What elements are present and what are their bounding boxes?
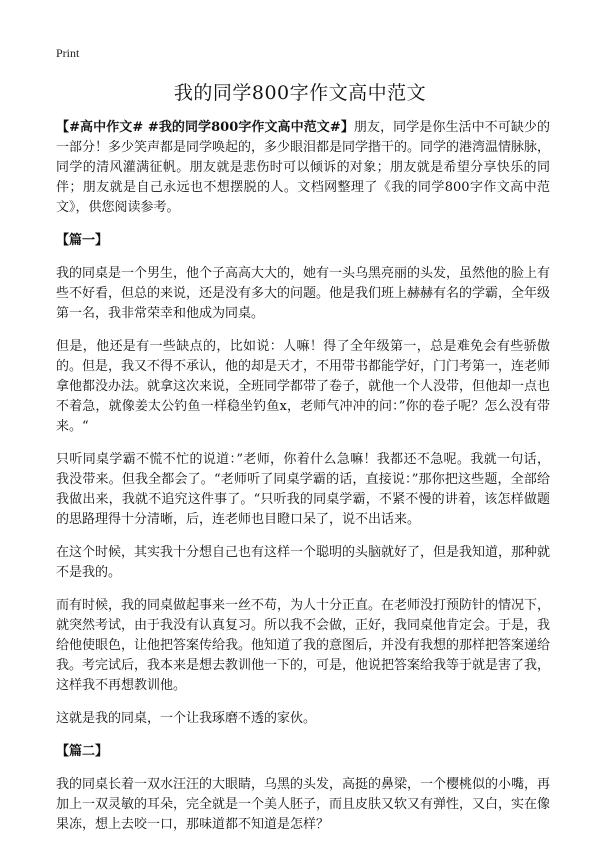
intro-paragraph bbox=[56, 118, 550, 218]
intro-text: 朋友，同学是你生活中不可缺少的一部分！多少笑声都是同学唤起的，多少眼泪都是同学揩干的。同学的港湾温情脉脉，同学的清风灌满征帆。朋友就是悲伤时可以倾诉的对象；朋友就是希望分享快乐的同伴；朋友就是自己永远也不想摆脱的人。文档网整理了《我的同学800字作文高中范文》，供您阅读参考。 bbox=[56, 120, 551, 215]
page-title: 我的同学800字作文高中范文 bbox=[173, 82, 427, 104]
paragraph: 但是，他还是有一些缺点的，比如说：人嘛！得了全年级第一，总是难免会有些骄傲的。但是，我又不得不承认，他的却是天才，不用带书都能学好，门门考第一，连老师拿他都没办法。就拿这次来说，全班同学都带了卷子，就他一个人没带，但他却一点也不着急，就像姜太公钓鱼一样稳坐钓鱼x，老师气冲冲的问：”你的卷子呢？怎么没有带来。“ bbox=[56, 339, 551, 434]
paragraph: 只听同桌学霸不慌不忙的说道：”老师，你着什么急嘛！我都还不急呢。我就一句话，我没带来。但我全都会了。“老师听了同桌学霸的话，直接说：”那你把这些题，全部给我做出来，我就不追究这件事了。“只听我的同桌学霸，不紧不慢的讲着，该怎样做题的思路理得十分清晰，后，连老师也目瞪口呆了，说不出话来。 bbox=[56, 452, 550, 527]
intro-tag: 【#高中作文# #我的同学800字作文高中范文#】 bbox=[56, 120, 354, 135]
section-heading-1: 【篇一】 bbox=[56, 233, 109, 248]
paragraph: 这就是我的同桌，一个让我琢磨不透的家伙。 bbox=[56, 711, 317, 726]
paragraph: 我的同桌是一个男生，他个子高高大大的，她有一头乌黑亮丽的头发，虽然他的脸上有些不好看，但总的来说，还是没有多大的问题。他是我们班上赫赫有名的学霸，全年级第一名，我非常荣幸和他成为同桌。 bbox=[56, 266, 551, 321]
article-body bbox=[56, 118, 550, 848]
paragraph: 我的同桌长着一双水汪汪的大眼睛，乌黑的头发，高挺的鼻梁，一个樱桃似的小嘴，再加上一双灵敏的耳朵，完全就是一个美人胚子，而且皮肤又软又有弹性，又白，实在像果冻，想上去咬一口，那味道都不知道是怎样？ bbox=[56, 777, 551, 832]
section-heading-2: 【篇二】 bbox=[56, 744, 109, 759]
print-link[interactable]: Print bbox=[56, 46, 80, 60]
paragraph: 在这个时候，其实我十分想自己也有这样一个聪明的头脑就好了，但是我知道，那种就不是我的。 bbox=[56, 545, 551, 580]
paragraph: 而有时候，我的同桌做起事来一丝不苟，为人十分正直。在老师没打预防针的情况下，就突然考试，由于我没有认真复习。所以我不会做，正好，我同桌他肯定会。于是，我给他使眼色，让他把答案传给我。他知道了我的意图后，并没有我想的那样把答案递给我。考完试后，我本来是想去教训他一下的，可是，他说把答案给我等于就是害了我，这样我不再想教训他。 bbox=[56, 598, 551, 693]
